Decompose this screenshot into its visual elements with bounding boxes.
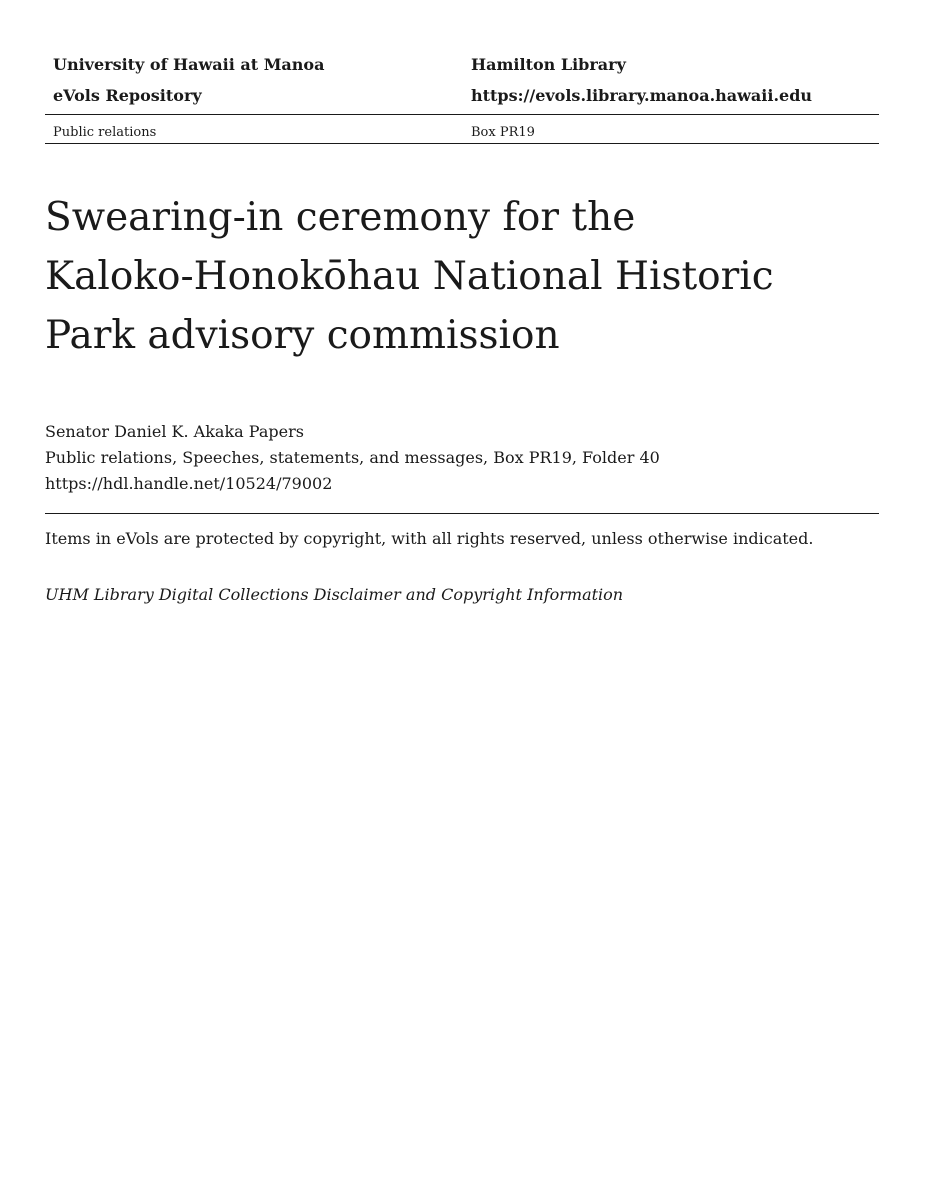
repository-name: eVols Repository [53, 86, 202, 105]
collection-name: Senator Daniel K. Akaka Papers [45, 422, 304, 441]
title-line-1: Swearing-in ceremony for the [45, 195, 636, 240]
divider [45, 513, 879, 514]
handle-link[interactable]: https://hdl.handle.net/10524/79002 [45, 474, 333, 493]
institution-name: University of Hawaii at Manoa [53, 55, 325, 74]
document-title [45, 188, 879, 365]
disclaimer-link[interactable]: UHM Library Digital Collections Disclaimer and Copyright Information [45, 585, 624, 604]
header-row-3 [45, 114, 879, 144]
title-line-2: Kaloko-Honokōhau National Historic [45, 254, 774, 299]
title-line-3: Park advisory commission [45, 313, 560, 358]
rights-statement: Items in eVols are protected by copyright, with all rights reserved, unless otherwise indicated. [45, 529, 814, 548]
header-table [45, 52, 879, 144]
header-row-1 [45, 52, 879, 83]
folder-location: Public relations, Speeches, statements, and messages, Box PR19, Folder 40 [45, 448, 660, 467]
library-name: Hamilton Library [471, 55, 626, 74]
document-metadata [45, 419, 879, 497]
header-row-2 [45, 83, 879, 114]
series-name: Public relations [53, 125, 157, 140]
box-label: Box PR19 [471, 125, 535, 140]
repository-url[interactable]: https://evols.library.manoa.hawaii.edu [471, 86, 813, 105]
